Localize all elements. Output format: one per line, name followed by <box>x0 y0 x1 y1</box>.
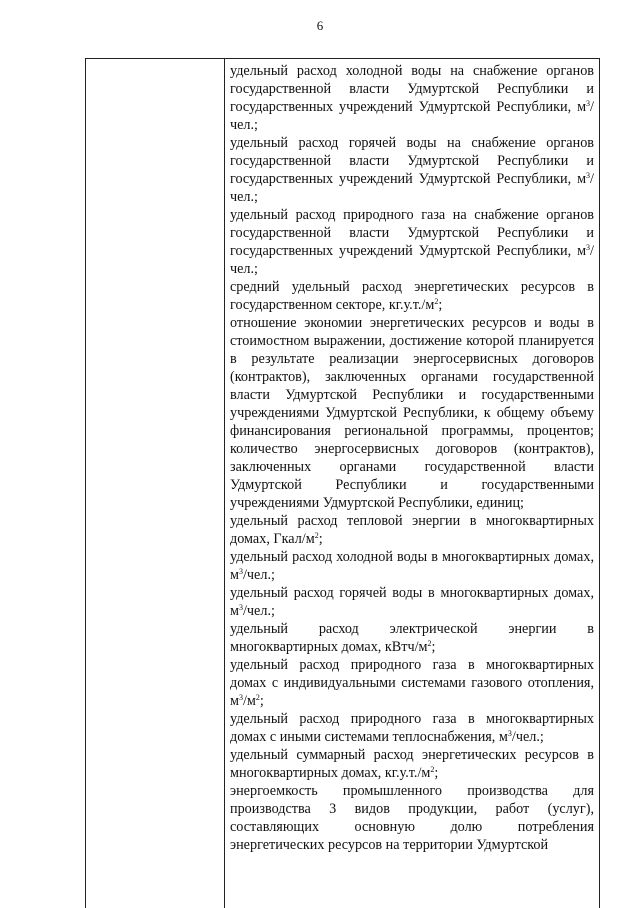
column-divider <box>224 58 225 908</box>
indicator-item: удельный расход электрической энергии в многоквартирных домах, кВтч/$м^2$; <box>230 621 594 655</box>
indicator-item: удельный расход природного газа на снабжение органов государственной власти Удмуртской Республики и государственных учреждений Удмуртской Республики, $м^3$/чел.; <box>230 207 594 277</box>
indicator-item: удельный расход холодной воды в многоквартирных домах, $м^3$/чел.; <box>230 549 594 583</box>
indicator-item: удельный расход природного газа в многоквартирных домах с иными системами теплоснабжения, $м^3$/чел.; <box>230 711 594 745</box>
page-number: 6 <box>316 18 324 33</box>
indicator-item: энергоемкость промышленного производства для производства 3 видов продукции, работ (услуг), составляющих основную долю потребления энергетических ресурсов на территории Удмуртской <box>230 783 594 853</box>
indicator-item: отношение экономии энергетических ресурсов и воды в стоимостном выражении, достижение которой планируется в результате реализации энергосервисных договоров (контрактов), заключенных органами государственной власти Удмуртской Республики и государственными учреждениями Удмуртской Республики, к общему объему финансирования региональной программы, процентов; количество энергосервисных договоров (контрактов), заключенных органами государственной власти Удмуртской Республики и государственными учреждениями Удмуртской Республики, единиц; <box>230 315 594 511</box>
superscript: 2 <box>255 693 260 702</box>
indicator-item: удельный расход тепловой энергии в многоквартирных домах, Гкал/$м^2$; <box>230 513 594 547</box>
indicator-item: удельный суммарный расход энергетических ресурсов в многоквартирных домах, $кг.у.т./м^2$; <box>230 747 594 781</box>
indicator-item: удельный расход горячей воды на снабжение органов государственной власти Удмуртской Республики и государственных учреждений Удмуртской Республики, $м^3$/чел.; <box>230 135 594 205</box>
indicator-item: удельный расход природного газа в многоквартирных домах с индивидуальными системами газового отопления, $м^3/м^2$; <box>230 657 594 709</box>
suffix: ; <box>259 693 264 709</box>
indicator-item: удельный расход горячей воды в многоквартирных домах, $м^3$/чел.; <box>230 585 594 619</box>
indicator-item: удельный расход холодной воды на снабжение органов государственной власти Удмуртской Республики и государственных учреждений Удмуртской Республики, $м^3$/чел.; <box>230 63 594 133</box>
indicator-item: средний удельный расход энергетических ресурсов в государственном секторе, $кг.у.т./м^2$; <box>230 279 594 313</box>
indicators-column <box>230 62 594 854</box>
